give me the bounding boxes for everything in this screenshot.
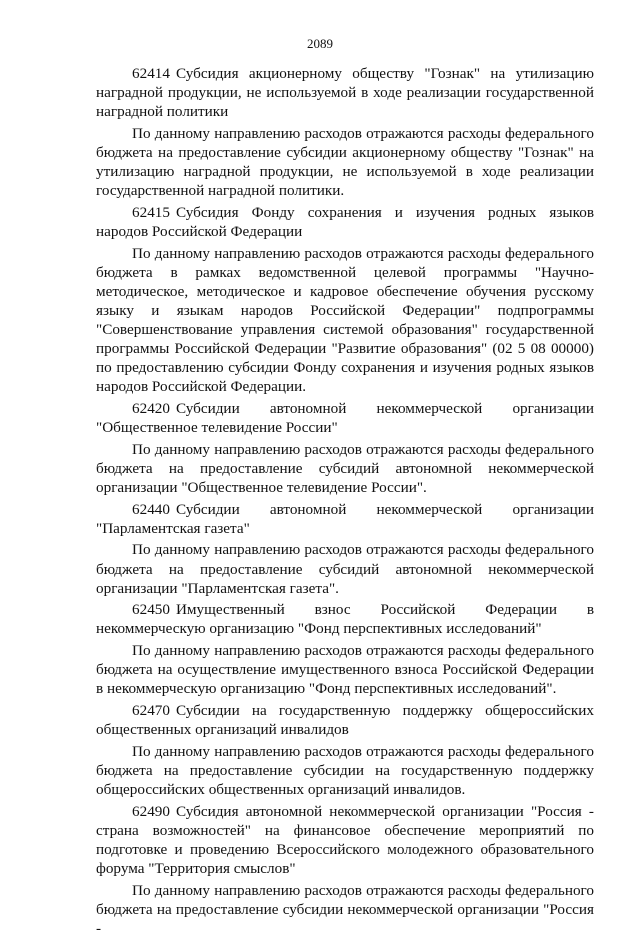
paragraph-description xyxy=(96,641,594,698)
expense-code: 62415 xyxy=(132,203,170,221)
expense-code: 62414 xyxy=(132,65,170,82)
page-number: 2089 xyxy=(307,36,333,51)
paragraph-description xyxy=(96,742,594,799)
expense-code: 62420 xyxy=(132,399,170,417)
document-body xyxy=(96,64,594,940)
paragraph-text: Субсидии автономной некоммерческой организации "Общественное телевидение России" xyxy=(96,399,594,437)
paragraph-text: Субсидии на государственную поддержку общероссийских общественных организаций инвалидов xyxy=(96,701,594,739)
expense-code: 62450 xyxy=(132,601,170,619)
paragraph-description xyxy=(96,124,594,200)
paragraph-text: По данному направлению расходов отражаются расходы федерального бюджета на предоставление субсидии на государственную поддержку общероссийских общественных организаций инвалидов. xyxy=(96,742,594,798)
paragraph-62450 xyxy=(96,600,594,638)
paragraph-description xyxy=(96,244,594,397)
paragraph-text: По данному направлению расходов отражаются расходы федерального бюджета на осуществление имущественного взноса Российской Федерации в некоммерческую организацию "Фонд перспективных исследований". xyxy=(96,642,594,698)
paragraph-text: Имущественный взнос Российской Федерации в некоммерческую организацию "Фонд перспективных исследований" xyxy=(96,601,594,638)
expense-code: 62440 xyxy=(132,500,170,518)
paragraph-text: По данному направлению расходов отражаются расходы федерального бюджета в рамках ведомственной целевой программы "Научно-методическое, методическое и кадровое обеспечение обучения русскому языку и языкам народов Российской Федерации" подпрограммы "Совершенствование управления системой образования" государственной программы Российской Федерации "Развитие образования" (02 5 08 00000) по предоставлению субсидии Фонду сохранения и изучения родных языков народов Российской Федерации. xyxy=(96,244,594,396)
paragraph-62440 xyxy=(96,500,594,538)
paragraph-text: По данному направлению расходов отражаются расходы федерального бюджета на предоставление субсидий автономной некоммерческой организации "Парламентская газета". xyxy=(96,541,594,597)
paragraph-description xyxy=(96,881,594,938)
paragraph-text: Субсидия Фонду сохранения и изучения родных языков народов Российской Федерации xyxy=(96,203,594,240)
paragraph-text: Субсидия автономной некоммерческой организации "Россия - страна возможностей" на финансовое обеспечение мероприятий по подготовке и проведению Всероссийского молодежного образовательного форума "Территория смыслов" xyxy=(96,802,594,877)
paragraph-text: По данному направлению расходов отражаются расходы федерального бюджета на предоставление субсидии некоммерческой организации "Россия - xyxy=(96,881,594,937)
paragraph-text: Субсидии автономной некоммерческой организации "Парламентская газета" xyxy=(96,500,594,537)
paragraph-62490 xyxy=(96,802,594,878)
paragraph-62415 xyxy=(96,203,594,241)
paragraph-text: По данному направлению расходов отражаются расходы федерального бюджета на предоставление субсидий автономной некоммерческой организации "Общественное телевидение России". xyxy=(96,440,594,496)
paragraph-description xyxy=(96,440,594,497)
paragraph-description xyxy=(96,540,594,597)
paragraph-62414 xyxy=(96,64,594,121)
paragraph-text: По данному направлению расходов отражаются расходы федерального бюджета на предоставление субсидии акционерному обществу "Гознак" на утилизацию наградной продукции, не используемой в ходе реализации государственной наградной политики. xyxy=(96,124,594,200)
paragraph-62470 xyxy=(96,701,594,739)
expense-code: 62490 xyxy=(132,802,170,820)
expense-code: 62470 xyxy=(132,701,170,719)
paragraph-62420 xyxy=(96,399,594,437)
paragraph-text: Субсидия акционерному обществу "Гознак" на утилизацию наградной продукции, не используемой в ходе реализации государственной наградной политики xyxy=(96,65,594,121)
